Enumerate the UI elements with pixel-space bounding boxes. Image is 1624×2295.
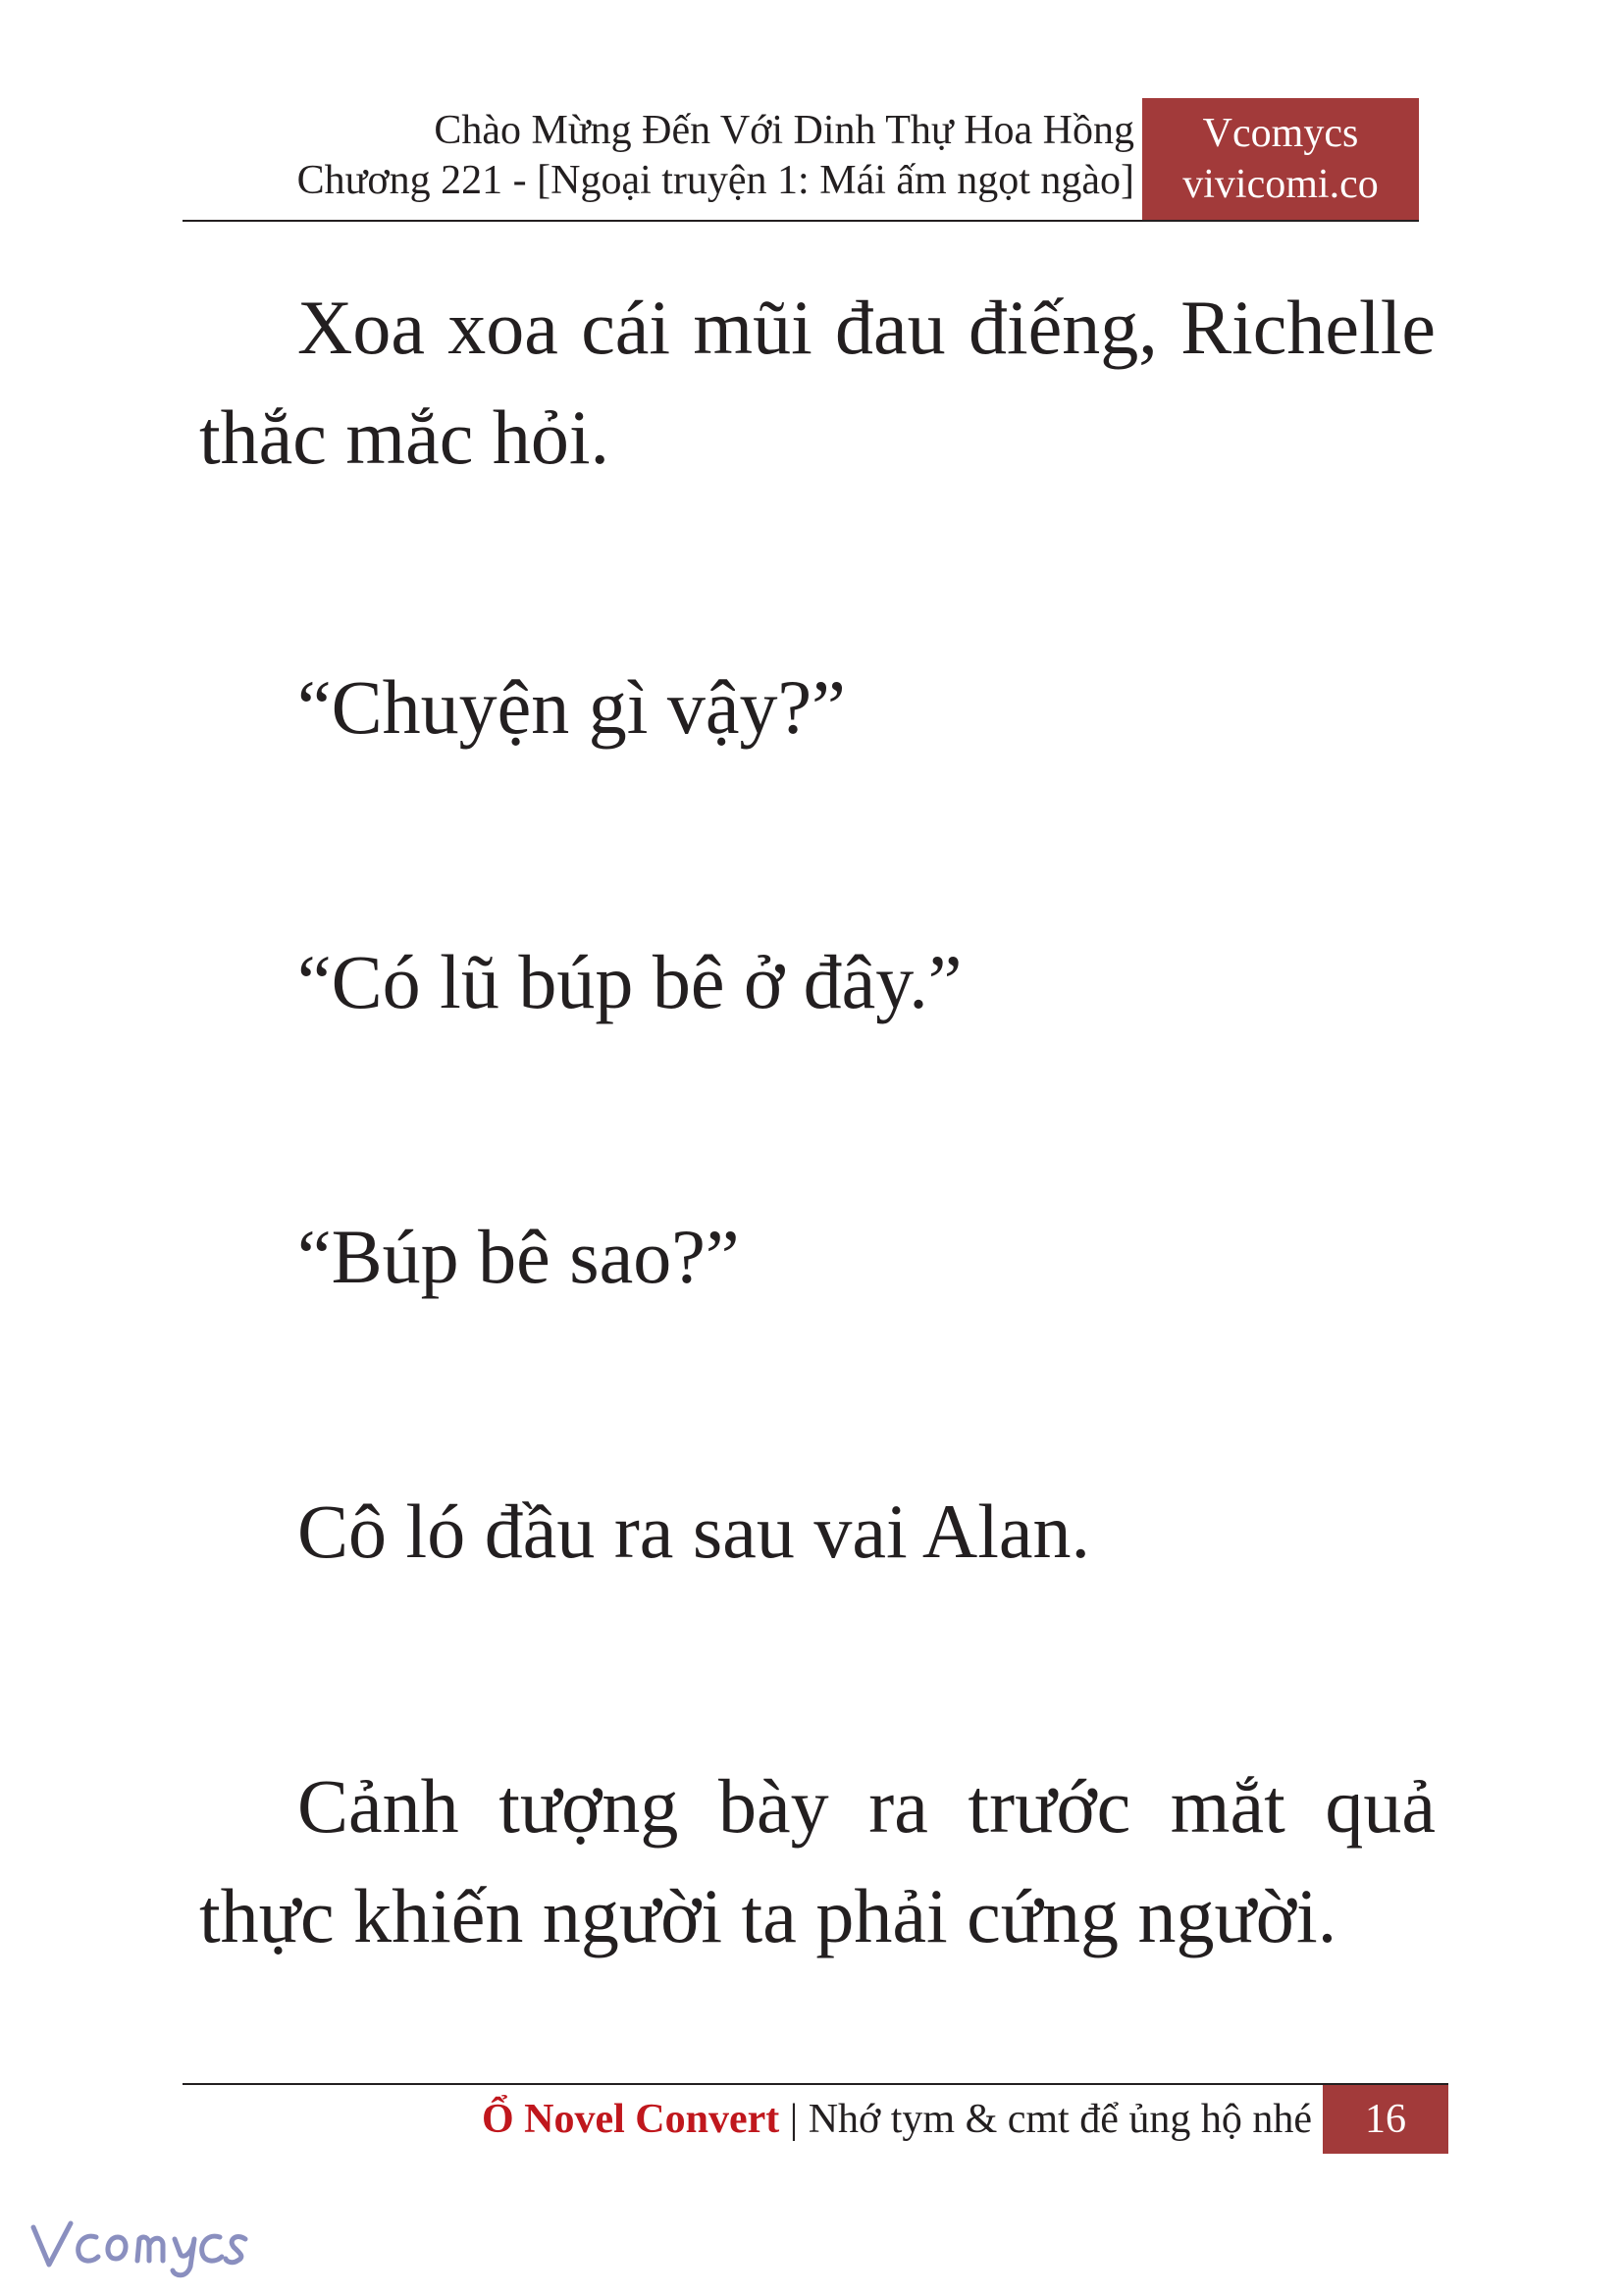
chapter-content (199, 273, 1436, 1971)
page-number: 16 (1323, 2085, 1448, 2154)
header-divider (183, 220, 1419, 222)
paragraph: Cảnh tượng bày ra trước mắt quả thực khiến người ta phải cứng người. (199, 1763, 1436, 1958)
site-badge (1142, 98, 1419, 220)
footer-separator: | (789, 2097, 799, 2142)
footer-brand: Ổ Novel Convert (481, 2097, 780, 2142)
paragraph: Cô ló đầu ra sau vai Alan. (297, 1488, 1090, 1574)
badge-brand: Vcomycs (1202, 111, 1359, 156)
footer-divider (183, 2083, 1448, 2085)
header-titles (297, 106, 1134, 206)
footer-note (482, 2090, 1312, 2149)
paragraph: “Có lũ búp bê ở đây.” (297, 939, 963, 1024)
vcomycs-logo (27, 2216, 249, 2284)
book-title: Chào Mừng Đến Với Dinh Thự Hoa Hồng (434, 108, 1134, 153)
badge-url: vivicomi.co (1182, 162, 1379, 207)
paragraph: “Búp bê sao?” (297, 1214, 740, 1299)
paragraph: “Chuyện gì vậy?” (297, 664, 846, 750)
page-header (183, 98, 1419, 221)
footer-message: Nhớ tym & cmt để ủng hộ nhé (808, 2097, 1312, 2142)
paragraph: Xoa xoa cái mũi đau điếng, Richelle thắc mắc hỏi. (199, 285, 1436, 480)
chapter-title: Chương 221 - [Ngoại truyện 1: Mái ấm ngọt ngào] (296, 158, 1134, 203)
